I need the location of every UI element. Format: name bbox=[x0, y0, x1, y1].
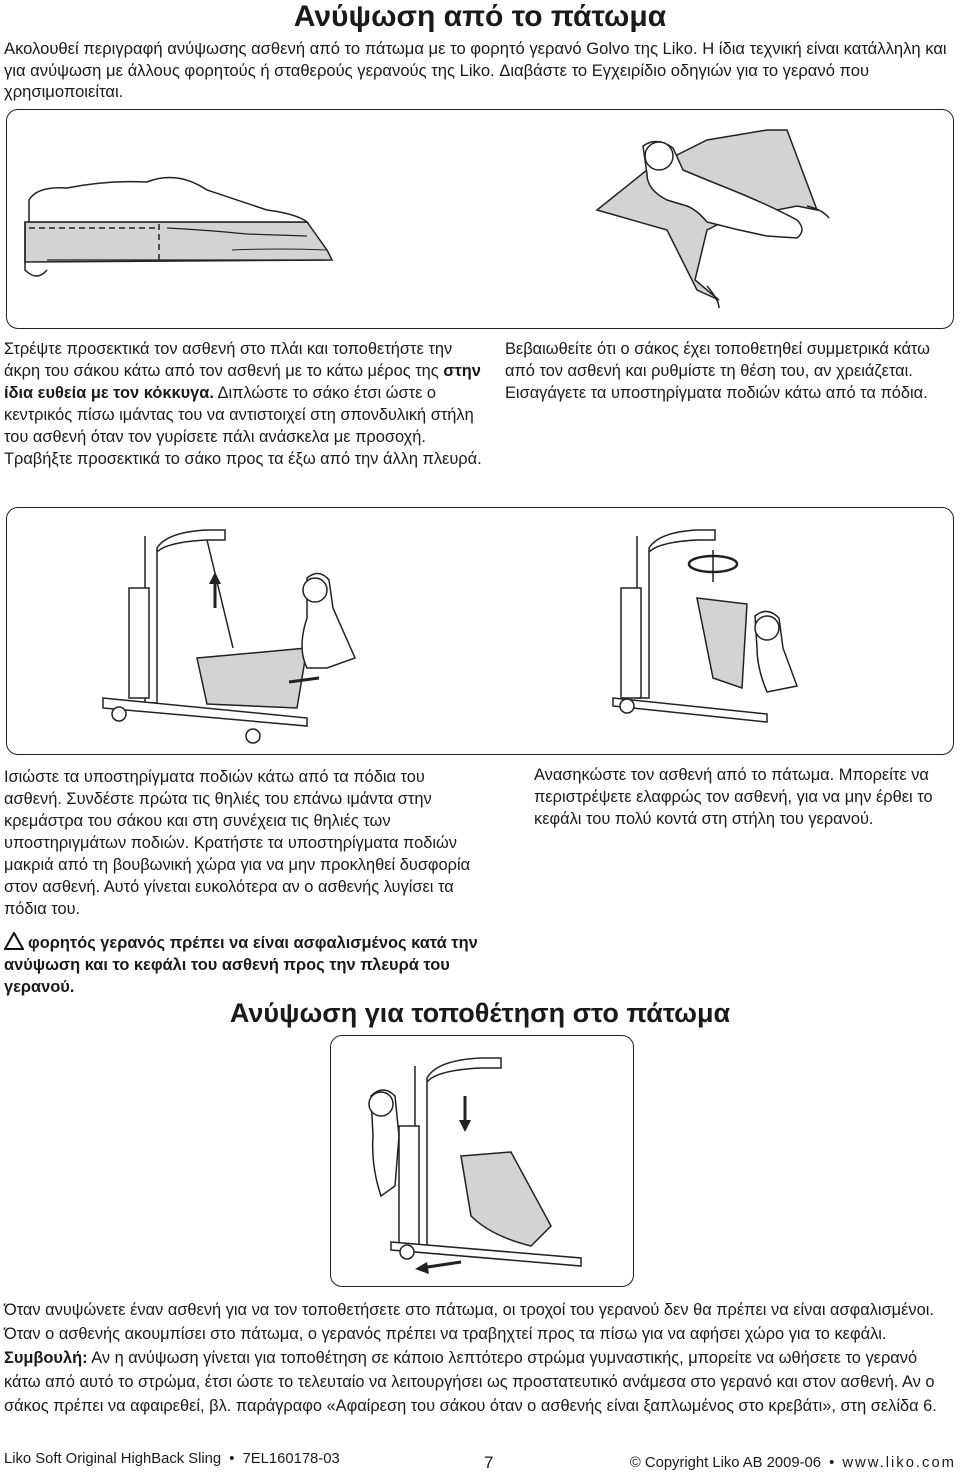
footer-code: 7EL160178-03 bbox=[242, 1451, 340, 1467]
page-number: 7 bbox=[484, 1453, 494, 1472]
footer-product: Liko Soft Original HighBack Sling bbox=[4, 1451, 222, 1467]
step1-text-part1: Στρέψτε προσεκτικά τον ασθενή στο πλάι και τοποθετήστε την άκρη του σάκου κάτω από τον ασθενή με το κάτω μέρος της bbox=[4, 340, 453, 380]
illustration-box-lower-to-floor bbox=[330, 1035, 634, 1287]
step1-text-bold: στην ίδια ευθεία με τον κόκκυγα. bbox=[4, 362, 481, 402]
section2-title: Ανύψωση για τοποθέτηση στο πάτωμα bbox=[229, 998, 731, 1028]
intro-paragraph: Ακολουθεί περιγραφή ανύψωσης ασθενή από το πάτωμα με το φορητό γερανό Golvo της Liko. Η ίδια τεχνική είναι κατάλληλη και για ανύψωση με άλλους φορητούς ή σταθερούς γερανούς της Liko. Διαβάστε το Εγχειρίδιο οδηγιών για το γερανό που χρησιμοποιείται. bbox=[4, 39, 947, 101]
warning-triangle-icon bbox=[4, 932, 24, 950]
tip-label: Συμβουλή: bbox=[4, 1349, 88, 1367]
step4-text: Ανασηκώστε τον ασθενή από το πάτωμα. Μπορείτε να περιστρέψετε ελαφρώς τον ασθενή, για να μην έρθει το κεφάλι του πολύ κοντά στη στήλη του γερανού. bbox=[534, 766, 933, 828]
footer-bullet: • bbox=[229, 1451, 235, 1467]
step2-text: Βεβαιωθείτε ότι ο σάκος έχει τοποθετηθεί συμμετρικά κάτω από τον ασθενή και ρυθμίστε τη θέση του, αν χρειάζεται. Εισαγάγετε τα υποστηρίγματα ποδιών κάτω από τα πόδια. bbox=[505, 340, 930, 402]
step3-text: Ισιώστε τα υποστηρίγματα ποδιών κάτω από τα πόδια του ασθενή. Συνδέστε πρώτα τις θηλιές του επάνω ιμάντα στην κρεμάστρα του σάκου και στη συνέχεια τις θηλιές των υποστηριγμάτων ποδιών. Κρατήστε τα υποστηρίγματα ποδιών μακριά από τη βουβωνική χώρα για να μην προκληθεί δυσφορία στον ασθενή. Αυτό γίνεται ευκολότερα αν ο ασθενής λυγίσει τα πόδια του. bbox=[4, 768, 471, 918]
down-arrow-icon bbox=[459, 1120, 471, 1132]
lift-attach-illustration bbox=[7, 508, 953, 754]
illustration-box-patient-roll bbox=[6, 109, 954, 329]
footer-bullet-right: • bbox=[829, 1455, 835, 1471]
warning-text: φορητός γερανός πρέπει να είναι ασφαλισμένος κατά την ανύψωση και το κεφάλι του ασθενή προς την πλευρά του γερανού. bbox=[4, 934, 478, 996]
section2-paragraph bbox=[4, 1298, 956, 1418]
section2-part2: Αν η ανύψωση γίνεται για τοποθέτηση σε κάποιο λεπτότερο στρώμα γυμναστικής, μπορείτε να ωθήσετε το γερανό κάτω από αυτό το στρώμα, έτσι ώστε το τελευταίο να λειτουργήσει ως προστατευτικό ανάμεσα στο γερανό και στον ασθενή. Αν ο σάκος πρέπει να αφαιρεθεί, βλ. παράγραφο «Αφαίρεση του σάκου όταν ο ασθενής είναι ξαπλωμένος στο κρεβάτι», στη σελίδα 6. bbox=[4, 1349, 937, 1415]
footer-website: www.liko.com bbox=[842, 1455, 956, 1471]
footer-right bbox=[612, 1454, 956, 1472]
left-arrow-icon bbox=[415, 1262, 429, 1274]
illustration-box-attach-sling bbox=[6, 507, 954, 755]
step1-text-part2: Διπλώστε το σάκο έτσι ώστε ο κεντρικός πίσω ιμάντας του να αντιστοιχεί στη σπονδυλική στήλη του ασθενή όταν τον γυρίσετε πάλι ανάσκελα με προσοχή. Τραβήξτε προσεκτικά το σάκο προς τα έξω από την άλλη πλευρά. bbox=[4, 384, 482, 468]
patient-on-sling-illustration bbox=[7, 110, 953, 328]
up-arrow-icon bbox=[209, 572, 221, 584]
warning-note bbox=[4, 932, 482, 998]
page-title: Ανύψωση από το πάτωμα bbox=[293, 0, 667, 33]
lower-to-floor-illustration bbox=[331, 1036, 633, 1286]
section2-part1: Όταν ανυψώνετε έναν ασθενή για να τον τοποθετήσετε στο πάτωμα, οι τροχοί του γερανού δεν θα πρέπει να είναι ασφαλισμένοι. Όταν ο ασθενής ακουμπίσει στο πάτωμα, ο γερανός πρέπει να τραβηχτεί προς τα πίσω για να αφήσει χώρο για το κεφάλι. bbox=[4, 1301, 934, 1343]
footer-copyright: © Copyright Liko AB 2009-06 bbox=[629, 1455, 821, 1471]
step1-text bbox=[4, 338, 482, 470]
